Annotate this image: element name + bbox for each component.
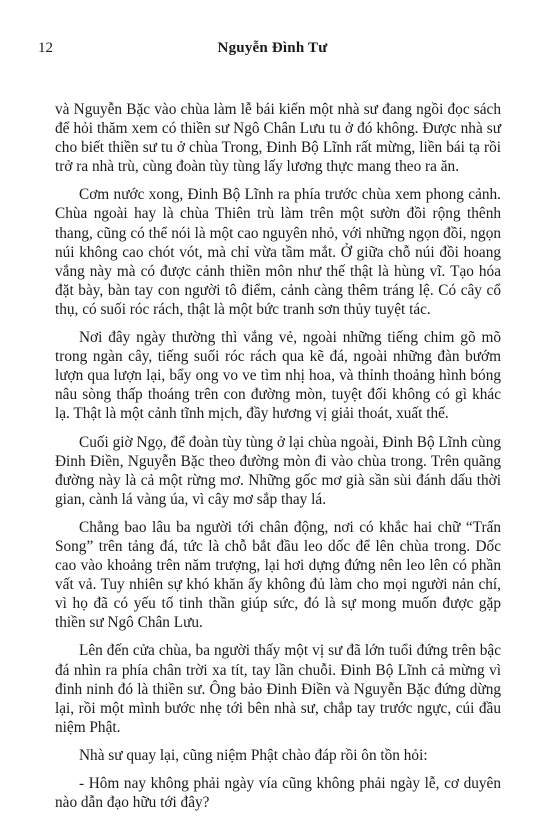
page-header bbox=[38, 40, 507, 62]
paragraph: và Nguyễn Bặc vào chùa làm lễ bái kiến một nhà sư đang ngồi đọc sách để hỏi thăm xem có thiền sư Ngô Chân Lưu tu ở đó không. Được nhà sư cho biết thiền sư tu ở chùa Trong, Đinh Bộ Lĩnh rất mừng, liền bái tạ rồi trở ra nhà trù, cùng đoàn tùy tùng lấy lương thực mang theo ra ăn. bbox=[55, 101, 501, 176]
paragraph: Cơm nước xong, Đinh Bộ Lĩnh ra phía trước chùa xem phong cảnh. Chùa ngoài hay là chùa Thiên trù làm trên một sườn đồi rộng thênh thang, cũng có thể nói là một cao nguyên nhỏ, với những ngọn đồi, ngọn núi không cao chót vót, mà chỉ vừa tầm mắt. Ở giữa chỗ núi đồi hoang vắng này mà có được cảnh thiền môn như thế thật là hùng vĩ. Tạo hóa đặt bày, bàn tay con người tô điểm, cảnh càng thêm tráng lệ. Có cây cổ thụ, có suối róc rách, thật là một bức tranh sơn thủy tuyệt tác. bbox=[55, 186, 501, 318]
page-number: 12 bbox=[38, 40, 53, 56]
paragraph: Cuối giờ Ngọ, để đoàn tùy tùng ở lại chùa ngoài, Đinh Bộ Lĩnh cùng Đinh Điền, Nguyễn Bặc theo đường mòn đi vào chùa trong. Trên quãng đường này là cả một rừng mơ. Những gốc mơ già sần sùi đánh dấu thời gian, cành lá vàng úa, vì cây mơ sắp thay lá. bbox=[55, 433, 501, 508]
paragraph: Nơi đây ngày thường thì vắng vẻ, ngoài những tiếng chim gõ mõ trong ngàn cây, tiếng suối róc rách qua kẽ đá, ngoài những đàn bướm lượn qua lượn lại, bẩy ong vo ve tìm nhị hoa, và thỉnh thoảng hình bóng nâu sòng thấp thoáng trên con đường mòn, tuyệt đối không có gì khác lạ. Thật là một cảnh tĩnh mịch, đầy hương vị giải thoát, xuất thế. bbox=[55, 329, 501, 423]
paragraph: Nhà sư quay lại, cũng niệm Phật chào đáp rồi ôn tồn hỏi: bbox=[79, 746, 428, 764]
body-text bbox=[55, 100, 501, 821]
paragraph: Lên đến cửa chùa, ba người thấy một vị sư đã lớn tuổi đứng trên bậc đá nhìn ra phía chân trời xa tít, tay lần chuỗi. Đinh Bộ Lĩnh cả mừng vì đinh ninh đó là thiền sư. Ông bảo Đinh Điền và Nguyễn Bặc đứng dừng lại, rồi một mình bước nhẹ tới bên nhà sư, chắp tay trước ngực, cúi đầu niệm Phật. bbox=[55, 642, 501, 736]
paragraph: Chẳng bao lâu ba người tới chân động, nơi có khắc hai chữ “Trấn Song” trên tảng đá, tức là chỗ bắt đầu leo dốc để lên chùa trong. Dốc cao vào khoảng trên năm trượng, lại hơi dựng đứng nên leo lên có phần vất vả. Tuy nhiên sự khó khăn ấy không đủ làm cho mọi người nản chí, vì họ đã có yếu tố tinh thần giúp sức, đó là sự mong muốn được gặp thiền sư Ngô Chân Lưu. bbox=[55, 518, 501, 632]
running-head: Nguyễn Đình Tư bbox=[217, 40, 328, 56]
paragraph: - Hôm nay không phải ngày vía cũng không phải ngày lễ, cơ duyên nào dẫn đạo hữu tới đây? bbox=[55, 775, 501, 812]
